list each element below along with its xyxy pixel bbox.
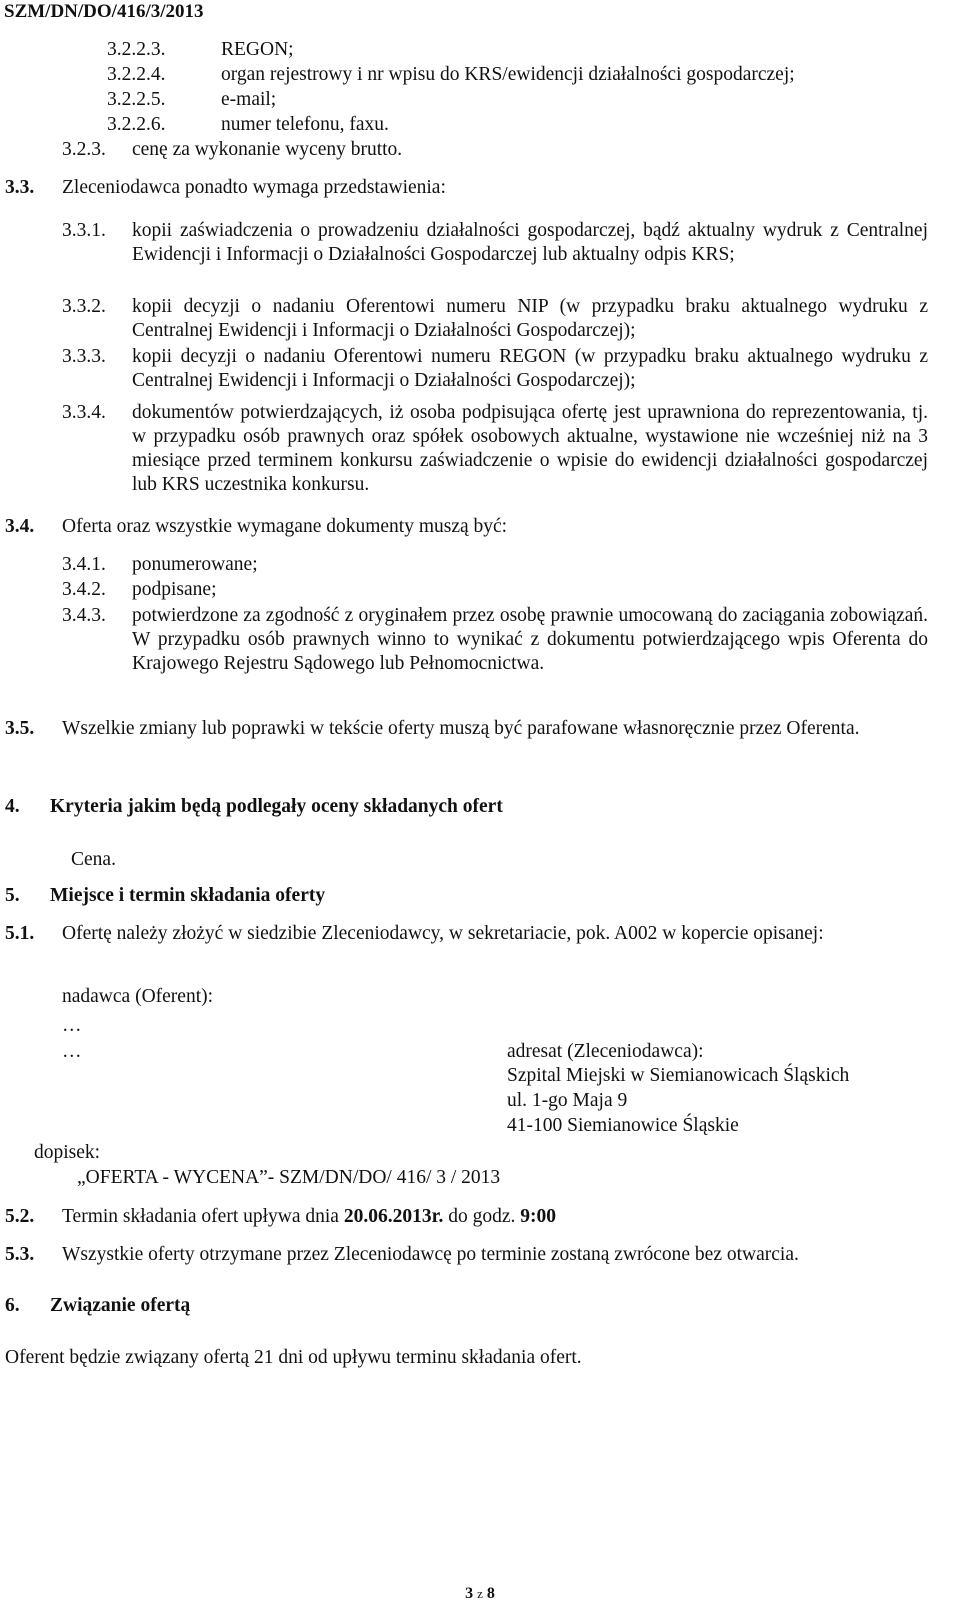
item-text: dokumentów potwierdzających, iż osoba podpisująca ofertę jest uprawniona do reprezentowania, tj. w przypadku osób prawnych oraz spółek osobowych aktualne, wystawione nie wcześniej niż na 3 miesiące przed terminem konkursu zaświadczenie o wpisie do ewidencji działalności gospodarczej lub KRS uczestnika konkursu. (132, 402, 928, 495)
section-text: Ofertę należy złożyć w siedzibie Zleceniodawcy, w sekretariacie, pok. A002 w kopercie opisanej: (62, 923, 824, 944)
section-title: Miejsce i termin składania oferty (50, 885, 326, 906)
list-item (62, 401, 928, 501)
item-number: 3.2.2.5. (107, 89, 166, 110)
item-number: 3.2.2.4. (107, 64, 166, 85)
list-item (62, 219, 928, 294)
item-text: cenę za wykonanie wyceny brutto. (132, 139, 403, 160)
section-text (62, 1205, 556, 1229)
item-text: potwierdzone za zgodność z oryginałem przez osobę prawnie umocowaną do zaciągania zobowiązań. W przypadku osób prawnych winno to wynikać z dokumentu potwierdzającego wpis Oferenta do Krajowego Rejestru Sądowego lub Pełnomocnictwa. (132, 605, 928, 674)
deadline-date: 20.06.2013r. (343, 1206, 444, 1227)
item-text: e-mail; (221, 89, 277, 110)
sender-placeholder: … (62, 1015, 82, 1036)
section-heading (5, 1205, 925, 1229)
item-number: 3.3.3. (62, 346, 106, 367)
document-id: SZM/DN/DO/416/3/2013 (4, 1, 204, 22)
section-number: 3.4. (5, 516, 35, 537)
section-number: 3.5. (5, 718, 35, 739)
item-text: kopii decyzji o nadaniu Oferentowi numeru NIP (w przypadku braku aktualnego wydruku z Centralnej Ewidencji i Informacji o Działalności Gospodarczej); (132, 296, 928, 341)
section-heading (5, 795, 925, 819)
list-item (62, 604, 928, 704)
section-text: Wszelkie zmiany lub poprawki w tekście oferty muszą być parafowane własnoręcznie przez Oferenta. (62, 718, 860, 739)
section-title: Kryteria jakim będą podlegały oceny składanych ofert (50, 796, 503, 817)
addressee-city: 41-100 Siemianowice Śląskie (507, 1115, 739, 1136)
sender-placeholder: … (62, 1041, 82, 1062)
item-number: 3.3.1. (62, 220, 106, 241)
section-heading (5, 884, 925, 908)
section-number: 5.2. (5, 1206, 35, 1227)
addressee-name: Szpital Miejski w Siemianowicach Śląskich (507, 1065, 850, 1086)
item-number: 3.2.2.3. (107, 39, 166, 60)
section-number: 5. (5, 885, 20, 906)
note-text: „OFERTA - WYCENA”- SZM/DN/DO/ 416/ 3 / 2013 (77, 1167, 501, 1188)
section-heading (5, 922, 928, 972)
section-text: Wszystkie oferty otrzymane przez Zleceniodawcę po terminie zostaną zwrócone bez otwarcia. (62, 1244, 799, 1265)
section-number: 5.1. (5, 923, 35, 944)
list-item (107, 38, 927, 62)
page-of: z (477, 1586, 483, 1601)
section-number: 3.3. (5, 177, 35, 198)
item-text: numer telefonu, faxu. (221, 114, 389, 135)
item-text: podpisane; (132, 579, 217, 600)
section-number: 6. (5, 1295, 20, 1316)
section-title: Związanie ofertą (50, 1295, 191, 1316)
section-heading (5, 176, 925, 200)
criteria-text: Cena. (71, 849, 116, 870)
item-number: 3.2.3. (62, 139, 106, 160)
section-heading (5, 1294, 925, 1318)
section-heading (5, 515, 925, 539)
item-number: 3.3.4. (62, 402, 106, 423)
item-number: 3.4.2. (62, 579, 106, 600)
list-item (62, 295, 928, 345)
page-number (0, 1582, 960, 1606)
item-number: 3.2.2.6. (107, 114, 166, 135)
section-text: Zleceniodawca ponadto wymaga przedstawienia: (62, 177, 446, 198)
list-item (62, 578, 928, 602)
item-number: 3.4.1. (62, 554, 106, 575)
item-number: 3.4.3. (62, 605, 106, 626)
list-item (62, 553, 928, 577)
list-item (62, 345, 928, 395)
addressee-street: ul. 1-go Maja 9 (507, 1090, 628, 1111)
item-text: ponumerowane; (132, 554, 258, 575)
deadline-text: do godz. (443, 1206, 521, 1227)
list-item (107, 88, 927, 112)
section-heading (5, 1243, 925, 1267)
section-text: Oferta oraz wszystkie wymagane dokumenty muszą być: (62, 516, 508, 537)
item-text: kopii zaświadczenia o prowadzeniu działalności gospodarczej, bądź aktualny wydruk z Centralnej Ewidencji i Informacji o Działalności Gospodarczej lub aktualny odpis KRS; (132, 220, 928, 265)
binding-text: Oferent będzie związany ofertą 21 dni od upływu terminu składania ofert. (5, 1347, 582, 1368)
section-number: 4. (5, 796, 20, 817)
section-heading (5, 717, 928, 767)
item-text: kopii decyzji o nadaniu Oferentowi numeru REGON (w przypadku braku aktualnego wydruku z Centralnej Ewidencji i Informacji o Działalności Gospodarczej); (132, 346, 928, 391)
page-current: 3 (465, 1585, 474, 1602)
list-item (107, 113, 927, 137)
addressee-label: adresat (Zleceniodawca): (507, 1041, 704, 1062)
item-number: 3.3.2. (62, 296, 106, 317)
list-item (62, 138, 922, 162)
note-label: dopisek: (34, 1142, 101, 1163)
list-item (107, 63, 927, 87)
page-total: 8 (486, 1585, 495, 1602)
item-text: organ rejestrowy i nr wpisu do KRS/ewidencji działalności gospodarczej; (221, 64, 795, 85)
item-text: REGON; (221, 39, 294, 60)
sender-label: nadawca (Oferent): (62, 986, 214, 1007)
deadline-time: 9:00 (520, 1206, 556, 1227)
section-number: 5.3. (5, 1244, 35, 1265)
deadline-text: Termin składania ofert upływa dnia (62, 1206, 344, 1227)
